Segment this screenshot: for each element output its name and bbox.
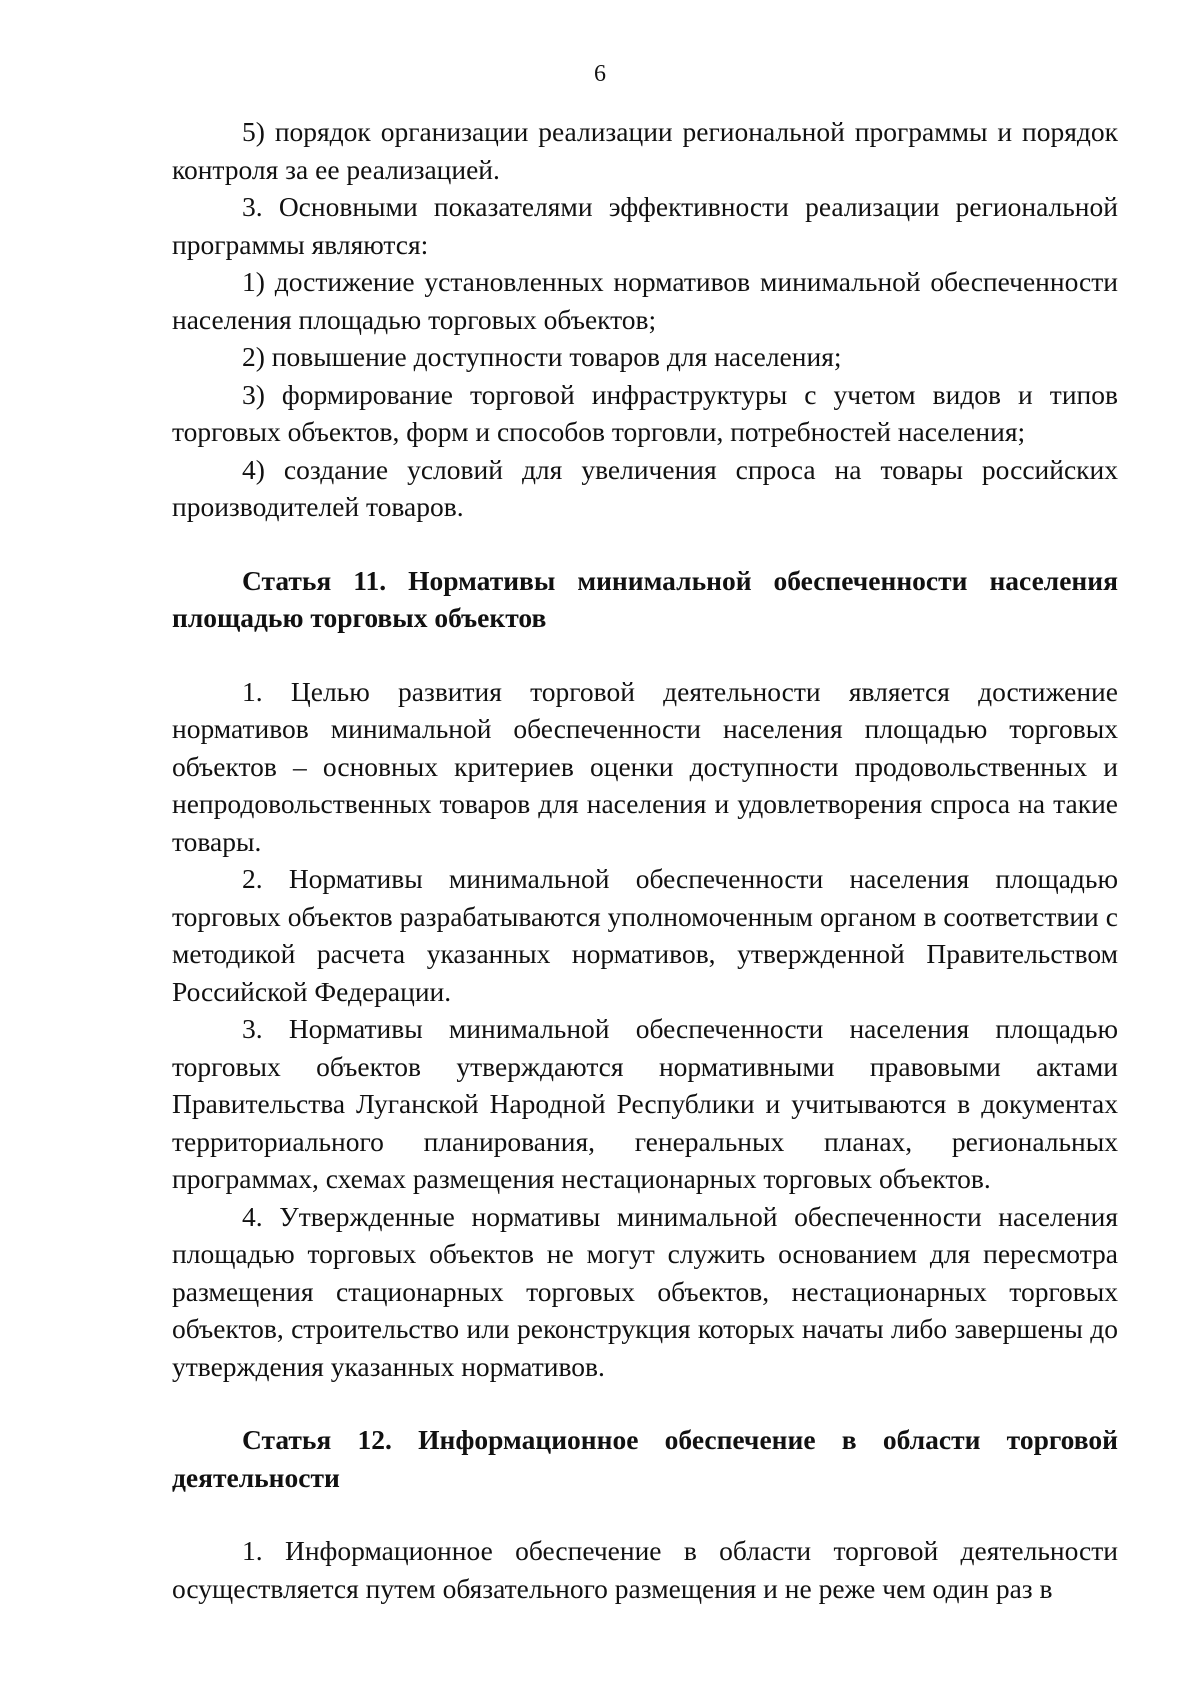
article-11-point-4: 4. Утвержденные нормативы минимальной обеспеченности населения площадью торговых объектов не могут служить основанием для пересмотра размещения стационарных торговых объектов, нестационарных торговых объектов, строительство или реконструкция которых начаты либо завершены до утверждения указанных нормативов. bbox=[172, 1200, 1118, 1382]
article-11-point-2: 2. Нормативы минимальной обеспеченности населения площадью торговых объектов разрабатываются уполномоченным органом в соответствии с методикой расчета указанных нормативов, утвержденной Правительством Российской Федерации. bbox=[172, 863, 1118, 1007]
paragraph-item-3: 3) формирование торговой инфраструктуры с учетом видов и типов торговых объектов, форм и способов торговли, потребностей населения; bbox=[172, 378, 1118, 447]
paragraph-item-4: 4) создание условий для увеличения спроса на товары российских производителей товаров. bbox=[172, 453, 1118, 522]
article-12-heading: Статья 12. Информационное обеспечение в области торговой деятельности bbox=[172, 1424, 1118, 1493]
document-body bbox=[172, 113, 1118, 1607]
page-number: 6 bbox=[594, 61, 606, 87]
article-11-point-3: 3. Нормативы минимальной обеспеченности населения площадью торговых объектов утверждаются нормативными правовыми актами Правительства Луганской Народной Республики и учитываются в документах территориального планирования, генеральных планах, региональных программах, схемах размещения нестационарных торговых объектов. bbox=[172, 1013, 1118, 1194]
article-11-heading: Статья 11. Нормативы минимальной обеспеченности населения площадью торговых объектов bbox=[172, 564, 1118, 633]
paragraph-item-1: 1) достижение установленных нормативов минимальной обеспеченности населения площадью торговых объектов; bbox=[172, 266, 1118, 335]
paragraph-item-2: 2) повышение доступности товаров для населения; bbox=[242, 341, 842, 372]
paragraph-point-3-indicators: 3. Основными показателями эффективности реализации региональной программы являются: bbox=[172, 191, 1118, 260]
article-12-point-1: 1. Информационное обеспечение в области торговой деятельности осуществляется путем обязательного размещения и не реже чем один раз в bbox=[172, 1535, 1118, 1604]
paragraph-item-5: 5) порядок организации реализации региональной программы и порядок контроля за ее реализацией. bbox=[172, 116, 1118, 185]
article-11-point-1: 1. Целью развития торговой деятельности является достижение нормативов минимальной обеспеченности населения площадью торговых объектов – основных критериев оценки доступности продовольственных и непродовольственных товаров для населения и удовлетворения спроса на такие товары. bbox=[172, 675, 1118, 857]
